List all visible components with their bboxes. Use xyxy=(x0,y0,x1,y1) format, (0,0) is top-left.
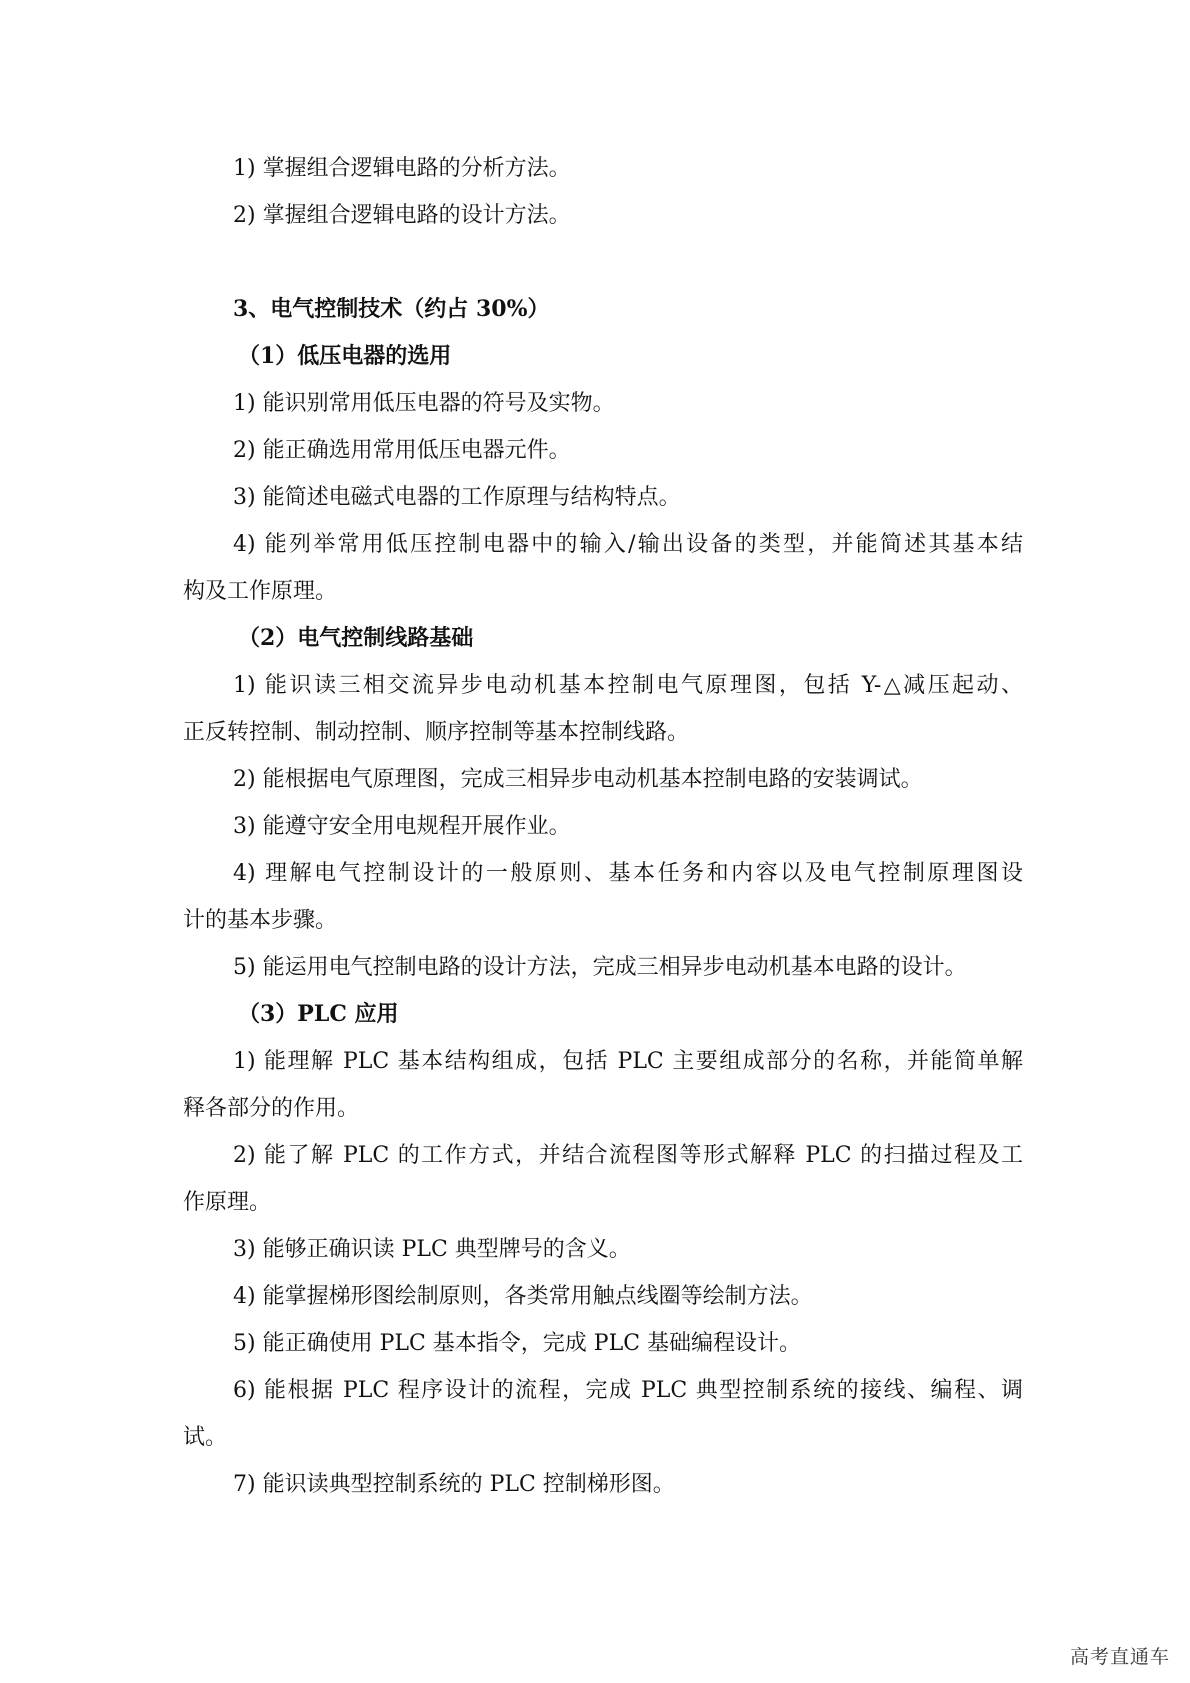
list-item: 2) 掌握组合逻辑电路的设计方法。 xyxy=(233,203,571,228)
list-item: 1) 能识读三相交流异步电动机基本控制电气原理图，包括 Y-△减压起动、 xyxy=(233,673,1023,698)
list-item: 5) 能正确使用 PLC 基本指令，完成 PLC 基础编程设计。 xyxy=(233,1331,802,1356)
list-item: 4) 能掌握梯形图绘制原则，各类常用触点线圈等绘制方法。 xyxy=(233,1284,813,1309)
subsection-heading: （3）PLC 应用 xyxy=(238,1001,399,1027)
list-item: 2) 能根据电气原理图，完成三相异步电动机基本控制电路的安装调试。 xyxy=(233,767,923,792)
spacer xyxy=(183,239,1023,286)
list-item: 2) 能正确选用常用低压电器元件。 xyxy=(233,438,571,463)
section-heading: 3、电气控制技术（约占 30%） xyxy=(233,296,550,322)
list-item: 4) 理解电气控制设计的一般原则、基本任务和内容以及电气控制原理图设 xyxy=(233,861,1023,886)
subsection-heading: （1）低压电器的选用 xyxy=(238,343,452,369)
list-item: 3) 能够正确识读 PLC 典型牌号的含义。 xyxy=(233,1237,631,1262)
list-item-continuation: 作原理。 xyxy=(183,1190,272,1215)
list-item-continuation: 释各部分的作用。 xyxy=(183,1096,360,1121)
list-item: 2) 能了解 PLC 的工作方式，并结合流程图等形式解释 PLC 的扫描过程及工 xyxy=(233,1143,1023,1168)
list-item: 1) 能识别常用低压电器的符号及实物。 xyxy=(233,391,615,416)
subsection-heading: （2）电气控制线路基础 xyxy=(238,625,474,651)
list-item: 6) 能根据 PLC 程序设计的流程，完成 PLC 典型控制系统的接线、编程、调 xyxy=(233,1378,1023,1403)
list-item: 3) 能简述电磁式电器的工作原理与结构特点。 xyxy=(233,485,681,510)
list-item-continuation: 构及工作原理。 xyxy=(183,579,338,604)
list-item-continuation: 计的基本步骤。 xyxy=(183,908,338,933)
list-item-continuation: 正反转控制、制动控制、顺序控制等基本控制线路。 xyxy=(183,720,690,745)
list-item: 1) 掌握组合逻辑电路的分析方法。 xyxy=(233,156,571,181)
list-item: 5) 能运用电气控制电路的设计方法，完成三相异步电动机基本电路的设计。 xyxy=(233,955,967,980)
list-item: 3) 能遵守安全用电规程开展作业。 xyxy=(233,814,571,839)
list-item: 7) 能识读典型控制系统的 PLC 控制梯形图。 xyxy=(233,1472,675,1497)
list-item-continuation: 试。 xyxy=(183,1425,228,1450)
list-item: 1) 能理解 PLC 基本结构组成，包括 PLC 主要组成部分的名称，并能简单解 xyxy=(233,1049,1023,1074)
document-body xyxy=(183,145,1023,1508)
watermark: 高考直通车 xyxy=(1069,1646,1170,1668)
list-item: 4) 能列举常用低压控制电器中的输入/输出设备的类型，并能简述其基本结 xyxy=(233,532,1023,557)
